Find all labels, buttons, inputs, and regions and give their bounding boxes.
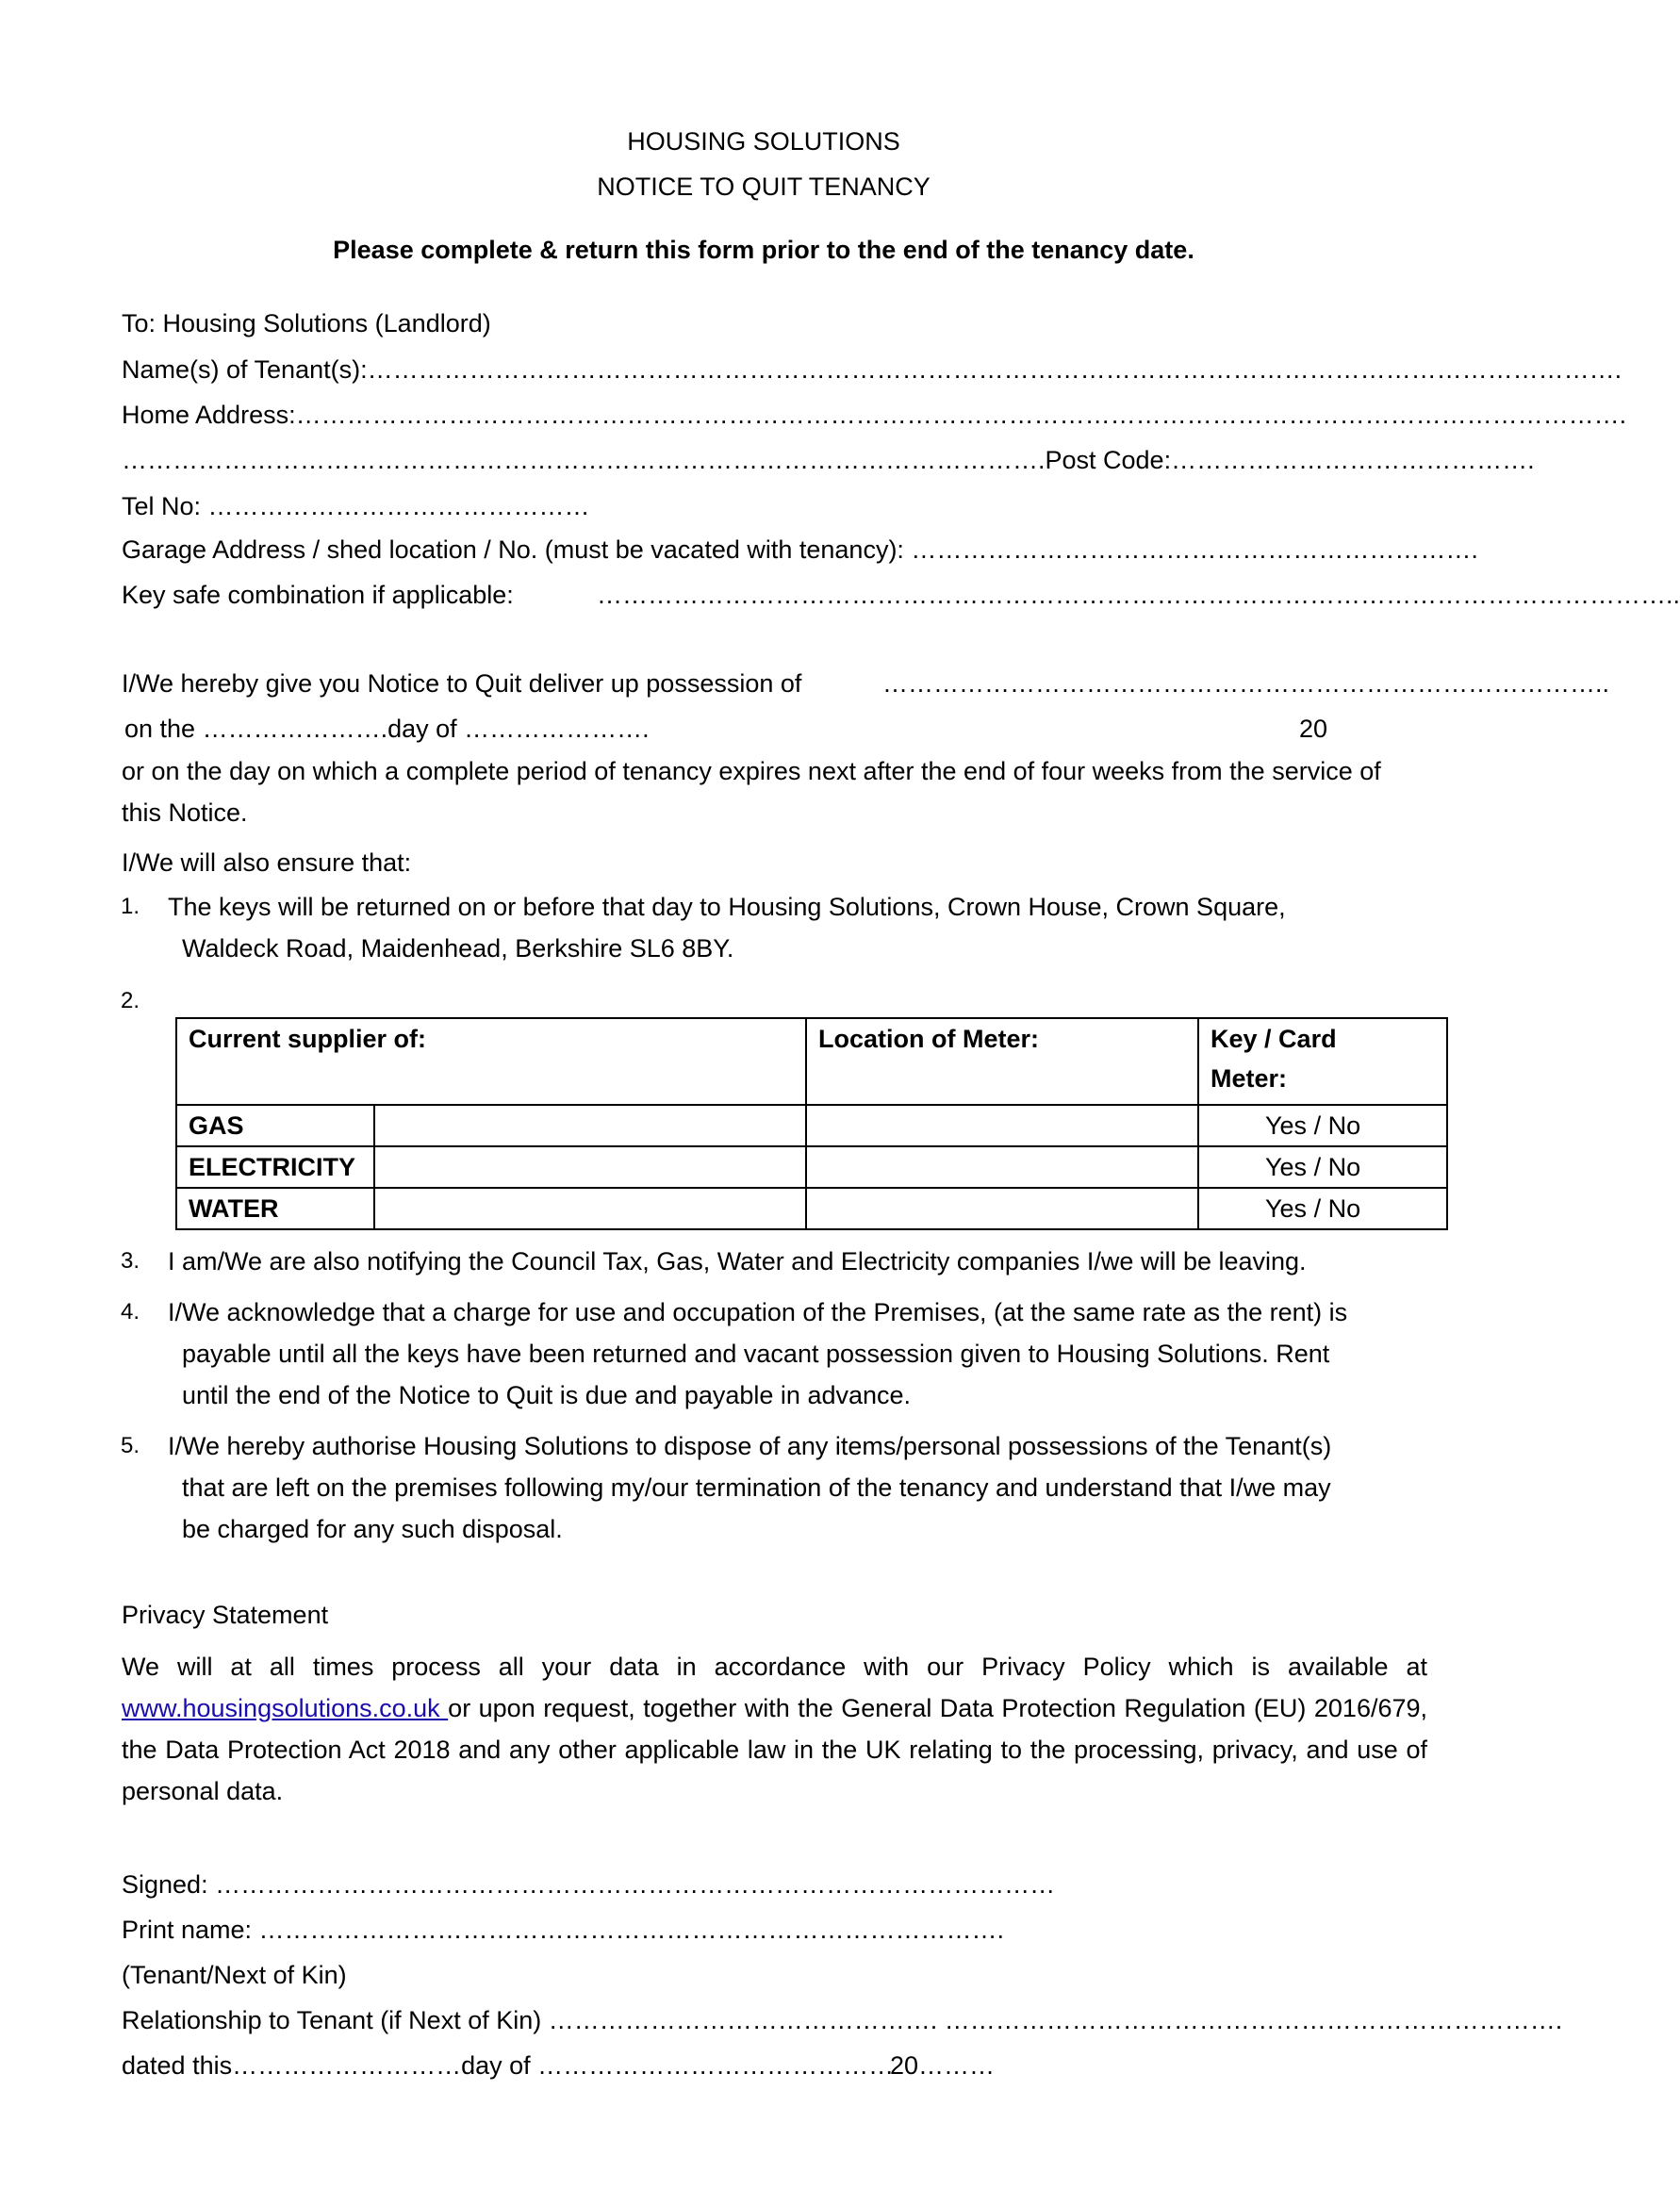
dated-year: 20……… bbox=[890, 2051, 996, 2080]
list-item-charge bbox=[168, 1292, 1431, 1416]
print-name-field: Print name: ……………………………………………………………………………. bbox=[122, 1916, 1005, 1944]
list-item-charge-line3: until the end of the Notice to Quit is due and payable in advance. bbox=[182, 1381, 912, 1409]
table-row bbox=[176, 1105, 1447, 1146]
list-number-1: 1. bbox=[121, 894, 140, 919]
tenant-kin-label: (Tenant/Next of Kin) bbox=[122, 1961, 347, 1989]
table-header-row bbox=[176, 1018, 1447, 1105]
supplier-cell[interactable] bbox=[374, 1105, 806, 1146]
list-item-disposal-line1: I/We hereby authorise Housing Solutions to dispose of any items/personal possessions of the Tenant(s) bbox=[168, 1432, 1332, 1460]
header-key-card-line2: Meter: bbox=[1211, 1064, 1288, 1093]
header-meter-location: Location of Meter: bbox=[806, 1018, 1198, 1105]
org-name: HOUSING SOLUTIONS bbox=[627, 127, 900, 156]
notice-expiry-text: or on the day on which a complete period of tenancy expires next after the end of four weeks from the service of this Notice. bbox=[122, 757, 1381, 827]
privacy-policy-link[interactable]: www.housingsolutions.co.uk bbox=[122, 1694, 449, 1722]
meter-location-cell[interactable] bbox=[806, 1188, 1198, 1229]
supplier-cell[interactable] bbox=[374, 1188, 806, 1229]
ensure-heading: I/We will also ensure that: bbox=[122, 848, 412, 877]
privacy-text-after: or upon request, together with the General Data Protection Regulation (EU) 2016/679, the Data Protection Act 2018 and any other applicable law in the UK relating to the processing, privacy, and use of personal data. bbox=[122, 1694, 1428, 1805]
table-row bbox=[176, 1146, 1447, 1188]
utility-name: WATER bbox=[176, 1188, 374, 1229]
list-item-notifying: I am/We are also notifying the Council Tax, Gas, Water and Electricity companies I/we will be leaving. bbox=[168, 1247, 1307, 1275]
list-item-charge-line2: payable until all the keys have been returned and vacant possession given to Housing Solutions. Rent bbox=[182, 1340, 1330, 1368]
notice-year: 20 bbox=[1299, 715, 1328, 743]
privacy-text-before: We will at all times process all your data in accordance with our Privacy Policy which is available at bbox=[122, 1653, 1427, 1681]
utility-name: ELECTRICITY bbox=[176, 1146, 374, 1188]
list-number-3: 3. bbox=[121, 1248, 140, 1274]
notice-property-dots: ………………………………………………………………………….. bbox=[882, 669, 1610, 698]
relationship-field: Relationship to Tenant (if Next of Kin) ………………………………………. ………………………………………………………………. bbox=[122, 2006, 1563, 2034]
list-number-4: 4. bbox=[121, 1299, 140, 1325]
form-title: NOTICE TO QUIT TENANCY bbox=[597, 173, 931, 201]
utility-name: GAS bbox=[176, 1105, 374, 1146]
notice-text: I/We hereby give you Notice to Quit deliver up possession of bbox=[122, 669, 802, 698]
list-number-2: 2. bbox=[121, 988, 140, 1013]
list-item-disposal-line3: be charged for any such disposal. bbox=[182, 1515, 563, 1543]
postcode-field: ……………………………………………………………………………………………….Post Code:……………………………………. bbox=[122, 446, 1535, 474]
key-card-choice[interactable]: Yes / No bbox=[1198, 1146, 1447, 1188]
home-address-field: Home Address:…………………………………………………………………………………………………………………………………………. bbox=[122, 401, 1627, 429]
list-item-keys-line1: The keys will be returned on or before that day to Housing Solutions, Crown House, Crown Square, bbox=[168, 893, 1286, 921]
list-item-disposal-line2: that are left on the premises following my/our termination of the tenancy and understand that I/we may bbox=[182, 1473, 1331, 1502]
utility-table bbox=[175, 1017, 1448, 1230]
list-item-disposal bbox=[168, 1425, 1431, 1550]
table-row bbox=[176, 1188, 1447, 1229]
key-safe-label: Key safe combination if applicable: bbox=[122, 581, 514, 609]
privacy-heading: Privacy Statement bbox=[122, 1601, 329, 1629]
list-item-charge-line1: I/We acknowledge that a charge for use and occupation of the Premises, (at the same rate as the rent) is bbox=[168, 1298, 1348, 1326]
list-number-5: 5. bbox=[121, 1433, 140, 1458]
form-instruction: Please complete & return this form prior to the end of the tenancy date. bbox=[333, 236, 1194, 264]
header-key-card-meter bbox=[1198, 1018, 1447, 1105]
header-current-supplier: Current supplier of: bbox=[176, 1018, 806, 1105]
meter-location-cell[interactable] bbox=[806, 1146, 1198, 1188]
notice-date-field: on the ………………….day of …………………. bbox=[124, 715, 650, 743]
key-card-choice[interactable]: Yes / No bbox=[1198, 1188, 1447, 1229]
key-card-choice[interactable]: Yes / No bbox=[1198, 1105, 1447, 1146]
privacy-statement bbox=[122, 1646, 1427, 1812]
list-item-keys bbox=[168, 886, 1431, 969]
list-item-keys-line2: Waldeck Road, Maidenhead, Berkshire SL6 8BY. bbox=[182, 934, 734, 963]
addressee: To: Housing Solutions (Landlord) bbox=[122, 309, 491, 337]
dated-field: dated this………………………day of …………………………………… bbox=[122, 2051, 895, 2080]
signed-field: Signed: ……………………………………………………………………………………… bbox=[122, 1870, 1056, 1899]
key-safe-dots: ……………………………………………………………………………………………………………….. bbox=[597, 581, 1680, 609]
garage-field: Garage Address / shed location / No. (must be vacated with tenancy): …………………………………………………………. bbox=[122, 535, 1478, 564]
meter-location-cell[interactable] bbox=[806, 1105, 1198, 1146]
tel-field: Tel No: ……………………………………… bbox=[122, 492, 590, 520]
supplier-cell[interactable] bbox=[374, 1146, 806, 1188]
header-key-card-line1: Key / Card bbox=[1211, 1025, 1337, 1053]
tenant-names-field: Name(s) of Tenant(s):…………………………………………………………………………………………………………………………………. bbox=[122, 355, 1622, 384]
